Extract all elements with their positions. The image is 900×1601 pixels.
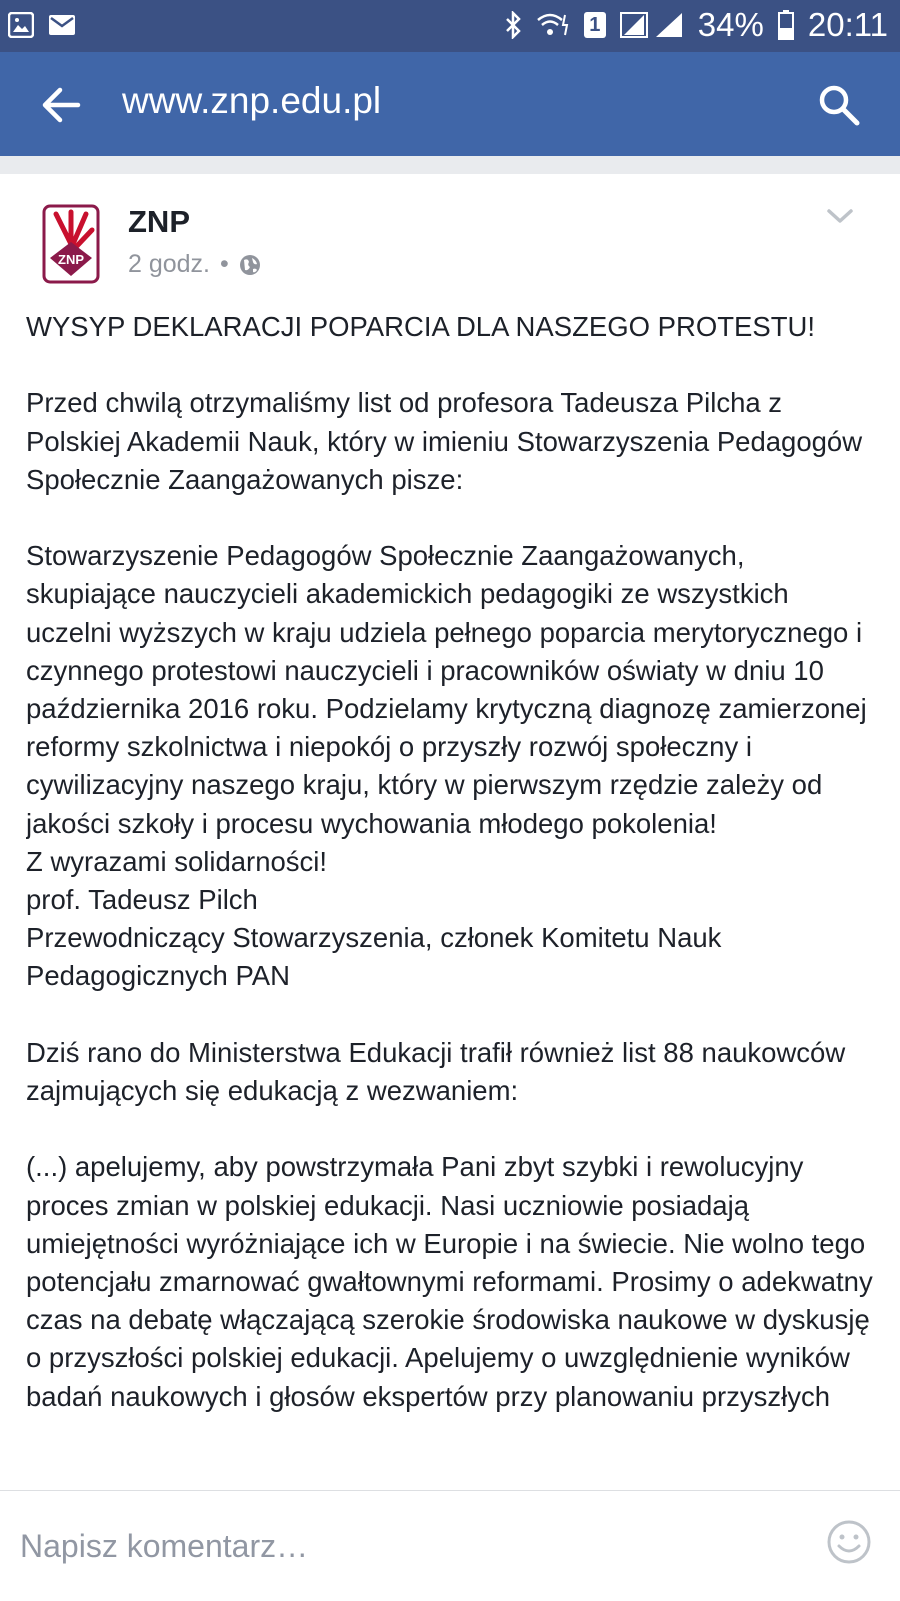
page-name[interactable]: ZNP <box>128 204 190 239</box>
comment-input[interactable] <box>18 1517 782 1575</box>
post-time[interactable]: 2 godz. <box>128 250 211 278</box>
back-button[interactable] <box>38 82 84 128</box>
status-bar <box>0 0 900 52</box>
avatar[interactable] <box>42 204 100 284</box>
gallery-icon <box>8 12 34 38</box>
post-paragraph: Stowarzyszenie Pedagogów Społecznie Zaangażowanych, skupiające nauczycieli akademickich pedagogiki ze wszystkich uczelni wyższych w kraju udziela pełnego poparcia merytorycznego i czynnego protestowi nauczycieli i pracowników oświaty w dniu 10 października 2016 roku. Podzielamy krytyczną diagnozę zamierzonej reformy szkolnictwa i niepokój o przyszły rozwój społeczny i cywilizacyjny naszego kraju, który w pierwszym rzędzie zależy od jakości szkoły i procesu wychowania młodego pokolenia! Z wyrazami solidarności! prof. Tadeusz Pilch Przewodniczący Stowarzyszenia, członek Komitetu Nauk Pedagogicznych PAN <box>26 540 867 992</box>
mail-icon <box>48 12 76 38</box>
chevron-down-icon <box>826 206 854 226</box>
meta-separator: • <box>220 250 229 278</box>
svg-text:ZNP: ZNP <box>58 252 84 267</box>
post-paragraph: WYSYP DEKLARACJI POPARCIA DLA NASZEGO PROTESTU! <box>26 311 816 342</box>
clock: 20:11 <box>807 6 888 43</box>
post-paragraph: Dziś rano do Ministerstwa Edukacji trafił również list 88 naukowców zajmujących się edukacją z wezwaniem: <box>26 1036 846 1107</box>
post-meta <box>128 250 261 279</box>
sim-icon: 1 <box>584 12 606 38</box>
post-body <box>26 308 876 1488</box>
search-button[interactable] <box>816 82 862 128</box>
globe-icon <box>239 254 261 276</box>
post-options-button[interactable] <box>826 206 854 226</box>
znp-logo-icon <box>42 204 100 284</box>
post-paragraph: (...) apelujemy, aby powstrzymała Pani zbyt szybki i rewolucyjny proces zmian w polskiej edukacji. Nasi uczniowie posiadają umiejętności wyróżniające ich w Europie i na świecie. Nie wolno tego potencjału zmarnować gwałtownymi reformami. Prosimy o adekwatny czas na debatę włączającą szerokie środowiska naukowe w dyskusję o przyszłości polskiej edukacji. Apelujemy o uwzględnienie wyników badań naukowych i głosów ekspertów przy planowaniu przyszłych <box>26 1151 873 1412</box>
comment-bar <box>0 1490 900 1601</box>
feed-separator <box>0 156 900 174</box>
emoji-button[interactable] <box>826 1519 872 1565</box>
post-paragraph: Przed chwilą otrzymaliśmy list od profesora Tadeusza Pilcha z Polskiej Akademii Nauk, który w imieniu Stowarzyszenia Pedagogów Społecznie Zaangażowanych pisze: <box>26 387 863 495</box>
smiley-icon <box>826 1519 872 1565</box>
bluetooth-icon <box>504 11 522 39</box>
app-bar <box>0 52 900 156</box>
post-header <box>0 174 900 304</box>
signal-icon <box>620 11 684 39</box>
wifi-icon <box>536 11 570 39</box>
back-arrow-icon <box>38 82 84 128</box>
search-icon <box>816 82 862 128</box>
battery-percent: 34% <box>697 6 764 43</box>
page-title: www.znp.edu.pl <box>122 80 382 121</box>
battery-icon <box>778 10 794 40</box>
